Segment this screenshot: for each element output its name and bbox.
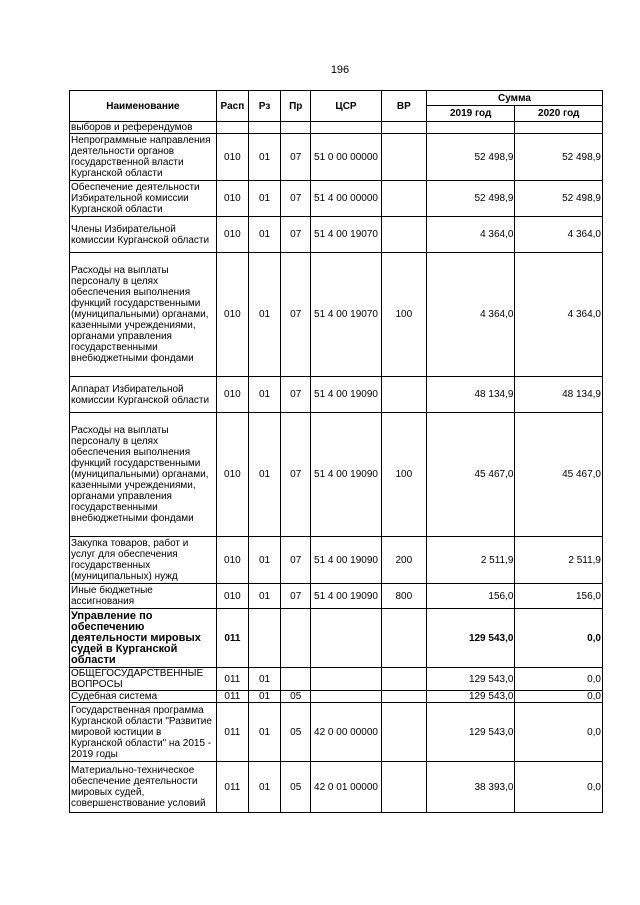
cell-vr: 100 — [381, 253, 426, 377]
cell-csr — [311, 609, 381, 668]
cell-y2020: 4 364,0 — [515, 253, 603, 377]
cell-rz — [248, 122, 280, 134]
cell-csr — [311, 668, 381, 691]
cell-rasp: 010 — [216, 134, 248, 181]
cell-y2020: 48 134,9 — [515, 377, 603, 413]
cell-csr: 51 4 00 19090 — [311, 584, 381, 609]
cell-y2019: 156,0 — [426, 584, 514, 609]
table-row — [70, 217, 603, 253]
table-body — [70, 122, 603, 813]
cell-csr: 51 4 00 00000 — [311, 181, 381, 217]
cell-name: Иные бюджетные ассигнования — [70, 584, 217, 609]
cell-pr: 07 — [281, 134, 311, 181]
header-2019: 2019 год — [426, 106, 514, 122]
cell-name: выборов и референдумов — [70, 122, 217, 134]
cell-csr: 51 4 00 19070 — [311, 253, 381, 377]
cell-pr: 07 — [281, 537, 311, 584]
cell-csr: 42 0 00 00000 — [311, 703, 381, 762]
cell-rasp: 011 — [216, 762, 248, 813]
cell-vr — [381, 134, 426, 181]
cell-y2019: 129 543,0 — [426, 609, 514, 668]
cell-pr: 07 — [281, 413, 311, 537]
cell-rz: 01 — [248, 703, 280, 762]
budget-table — [69, 90, 603, 813]
cell-vr — [381, 703, 426, 762]
cell-rz: 01 — [248, 181, 280, 217]
cell-y2020: 0,0 — [515, 691, 603, 703]
cell-rasp — [216, 122, 248, 134]
cell-rz: 01 — [248, 762, 280, 813]
cell-name: Материально-техническое обеспечение деятельности мировых судей, совершенствование условий — [70, 762, 217, 813]
cell-y2019: 38 393,0 — [426, 762, 514, 813]
cell-name: Расходы на выплаты персоналу в целях обеспечения выполнения функций государственными (муниципальными) органами, казенными учреждениями, органами управления государственными внебюджетными фондами — [70, 253, 217, 377]
header-pr: Пр — [281, 91, 311, 122]
cell-y2019: 129 543,0 — [426, 691, 514, 703]
table-row — [70, 377, 603, 413]
cell-rz: 01 — [248, 253, 280, 377]
cell-rasp: 011 — [216, 703, 248, 762]
cell-csr: 51 4 00 19090 — [311, 413, 381, 537]
cell-vr — [381, 217, 426, 253]
cell-name: Непрограммные направления деятельности органов государственной власти Курганской области — [70, 134, 217, 181]
cell-y2020: 4 364,0 — [515, 217, 603, 253]
table-row — [70, 134, 603, 181]
cell-rz — [248, 609, 280, 668]
table-row — [70, 253, 603, 377]
cell-pr: 05 — [281, 691, 311, 703]
table-row — [70, 609, 603, 668]
table-row — [70, 181, 603, 217]
cell-rz: 01 — [248, 537, 280, 584]
cell-y2019: 129 543,0 — [426, 703, 514, 762]
cell-rasp: 010 — [216, 584, 248, 609]
cell-y2019: 129 543,0 — [426, 668, 514, 691]
cell-y2019: 45 467,0 — [426, 413, 514, 537]
table-row — [70, 691, 603, 703]
cell-y2020 — [515, 122, 603, 134]
cell-name: Управление по обеспечению деятельности мировых судей в Курганской области — [70, 609, 217, 668]
cell-rasp: 010 — [216, 181, 248, 217]
cell-csr: 51 4 00 19090 — [311, 537, 381, 584]
table-row — [70, 584, 603, 609]
cell-pr: 07 — [281, 253, 311, 377]
cell-rasp: 011 — [216, 609, 248, 668]
cell-vr: 100 — [381, 413, 426, 537]
cell-rasp: 011 — [216, 691, 248, 703]
cell-rz: 01 — [248, 584, 280, 609]
cell-y2019: 2 511,9 — [426, 537, 514, 584]
header-rz: Рз — [248, 91, 280, 122]
cell-name: Государственная программа Курганской области "Развитие мировой юстиции в Курганской области" на 2015 - 2019 годы — [70, 703, 217, 762]
cell-pr: 07 — [281, 217, 311, 253]
cell-pr: 07 — [281, 181, 311, 217]
cell-pr: 07 — [281, 584, 311, 609]
cell-rz: 01 — [248, 413, 280, 537]
cell-vr: 800 — [381, 584, 426, 609]
cell-y2020: 0,0 — [515, 609, 603, 668]
cell-y2020: 0,0 — [515, 703, 603, 762]
cell-vr — [381, 377, 426, 413]
cell-rasp: 010 — [216, 377, 248, 413]
cell-rz: 01 — [248, 377, 280, 413]
cell-pr — [281, 668, 311, 691]
cell-pr: 05 — [281, 703, 311, 762]
cell-y2020: 0,0 — [515, 762, 603, 813]
cell-rz: 01 — [248, 217, 280, 253]
cell-y2019: 48 134,9 — [426, 377, 514, 413]
cell-rz: 01 — [248, 668, 280, 691]
cell-y2019: 52 498,9 — [426, 181, 514, 217]
page-number: 196 — [330, 64, 350, 76]
table-header — [70, 91, 603, 122]
header-name: Наименование — [70, 91, 217, 122]
cell-y2020: 2 511,9 — [515, 537, 603, 584]
cell-csr: 51 4 00 19070 — [311, 217, 381, 253]
cell-vr: 200 — [381, 537, 426, 584]
table-row — [70, 703, 603, 762]
cell-y2020: 156,0 — [515, 584, 603, 609]
cell-rasp: 010 — [216, 253, 248, 377]
cell-vr — [381, 122, 426, 134]
cell-y2020: 45 467,0 — [515, 413, 603, 537]
header-csr: ЦСР — [311, 91, 381, 122]
cell-csr: 51 4 00 19090 — [311, 377, 381, 413]
cell-y2019 — [426, 122, 514, 134]
cell-rasp: 010 — [216, 413, 248, 537]
table-row — [70, 668, 603, 691]
cell-y2019: 4 364,0 — [426, 253, 514, 377]
cell-name: Расходы на выплаты персоналу в целях обеспечения выполнения функций государственными (муниципальными) органами, казенными учреждениями, органами управления государственными внебюджетными фондами — [70, 413, 217, 537]
cell-csr — [311, 691, 381, 703]
cell-y2019: 52 498,9 — [426, 134, 514, 181]
header-sum: Сумма — [426, 91, 602, 106]
cell-y2019: 4 364,0 — [426, 217, 514, 253]
cell-name: Закупка товаров, работ и услуг для обеспечения государственных (муниципальных) нужд — [70, 537, 217, 584]
cell-rz: 01 — [248, 134, 280, 181]
cell-vr — [381, 181, 426, 217]
table-row — [70, 122, 603, 134]
cell-rasp: 010 — [216, 217, 248, 253]
cell-csr — [311, 122, 381, 134]
cell-csr: 51 0 00 00000 — [311, 134, 381, 181]
cell-y2020: 52 498,9 — [515, 181, 603, 217]
cell-y2020: 52 498,9 — [515, 134, 603, 181]
header-rasp: Расп — [216, 91, 248, 122]
cell-pr — [281, 122, 311, 134]
header-vr: ВР — [381, 91, 426, 122]
cell-csr: 42 0 01 00000 — [311, 762, 381, 813]
cell-pr — [281, 609, 311, 668]
cell-y2020: 0,0 — [515, 668, 603, 691]
cell-name: Аппарат Избирательной комиссии Курганской области — [70, 377, 217, 413]
cell-rasp: 010 — [216, 537, 248, 584]
table-row — [70, 762, 603, 813]
cell-rasp: 011 — [216, 668, 248, 691]
cell-pr: 07 — [281, 377, 311, 413]
table-row — [70, 413, 603, 537]
cell-vr — [381, 691, 426, 703]
cell-name: Судебная система — [70, 691, 217, 703]
cell-rz: 01 — [248, 691, 280, 703]
header-2020: 2020 год — [515, 106, 603, 122]
table-row — [70, 537, 603, 584]
cell-name: Члены Избирательной комиссии Курганской области — [70, 217, 217, 253]
cell-name: Обеспечение деятельности Избирательной комиссии Курганской области — [70, 181, 217, 217]
cell-pr: 05 — [281, 762, 311, 813]
cell-vr — [381, 609, 426, 668]
cell-vr — [381, 668, 426, 691]
cell-name: ОБЩЕГОСУДАРСТВЕННЫЕ ВОПРОСЫ — [70, 668, 217, 691]
cell-vr — [381, 762, 426, 813]
